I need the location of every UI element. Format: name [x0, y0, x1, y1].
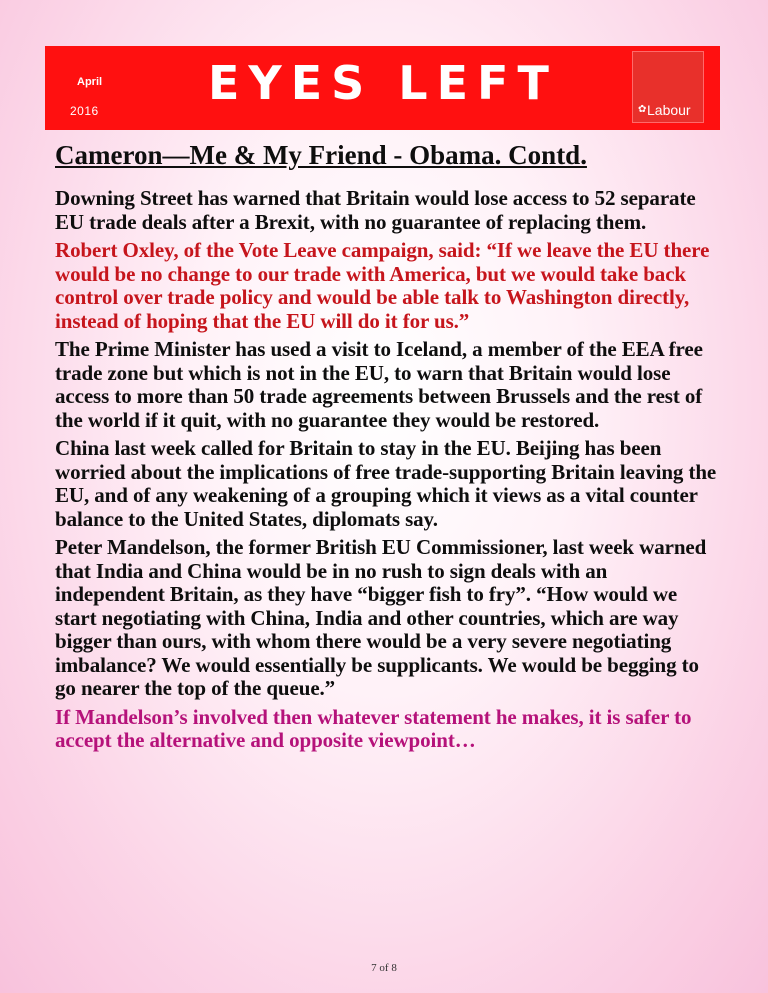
paragraph-editorial-comment: If Mandelson’s involved then whatever statement he makes, it is safer to accept the alternative and opposite viewpoint…	[55, 704, 692, 752]
rose-icon: ✿	[638, 104, 647, 115]
paragraph-mandelson-warning: Peter Mandelson, the former British EU Commissioner, last week warned that India and China would be in no rush to sign deals with an independent Britain, as they have “bigger fish to fry”. “How would we start negotiating with China, India and other countries, which are way bigger than ours, with whom there would be a very severe negotiating imbalance? We would essentially be supplicants. We would be begging to go nearer the top of the queue.”	[55, 535, 707, 700]
issue-month: April	[77, 76, 103, 88]
masthead-title: EYES LEFT	[208, 56, 558, 110]
paragraph-oxley-quote: Robert Oxley, of the Vote Leave campaign, said: “If we leave the EU there would be no change to our trade with America, but we would take back control over trade policy and would be able talk to Washington directly, instead of hoping that the EU will do it for us.”	[55, 238, 710, 333]
issue-year: 2016	[70, 104, 99, 118]
article	[55, 137, 720, 753]
labour-logo	[632, 51, 704, 123]
masthead-banner	[45, 46, 720, 130]
page-number: 7 of 8	[371, 962, 397, 974]
article-title: Cameron—Me & My Friend - Obama. Contd.	[55, 140, 587, 170]
paragraph-iceland-visit: The Prime Minister has used a visit to Iceland, a member of the EEA free trade zone but which is not in the EU, to warn that Britain would lose access to more than 50 trade agreements between Brussels and the rest of the world if it quit, with no guarantee they would be restored.	[55, 337, 703, 432]
logo-text: Labour	[647, 102, 691, 118]
paragraph-china-stance: China last week called for Britain to stay in the EU. Beijing has been worried about the implications of free trade-supporting Britain leaving the EU, and of any weakening of a grouping which it views as a vital counter balance to the United States, diplomats say.	[55, 436, 717, 531]
paragraph-brexit-trade-deals: Downing Street has warned that Britain would lose access to 52 separate EU trade deals after a Brexit, with no guarantee of replacing them.	[55, 186, 696, 234]
